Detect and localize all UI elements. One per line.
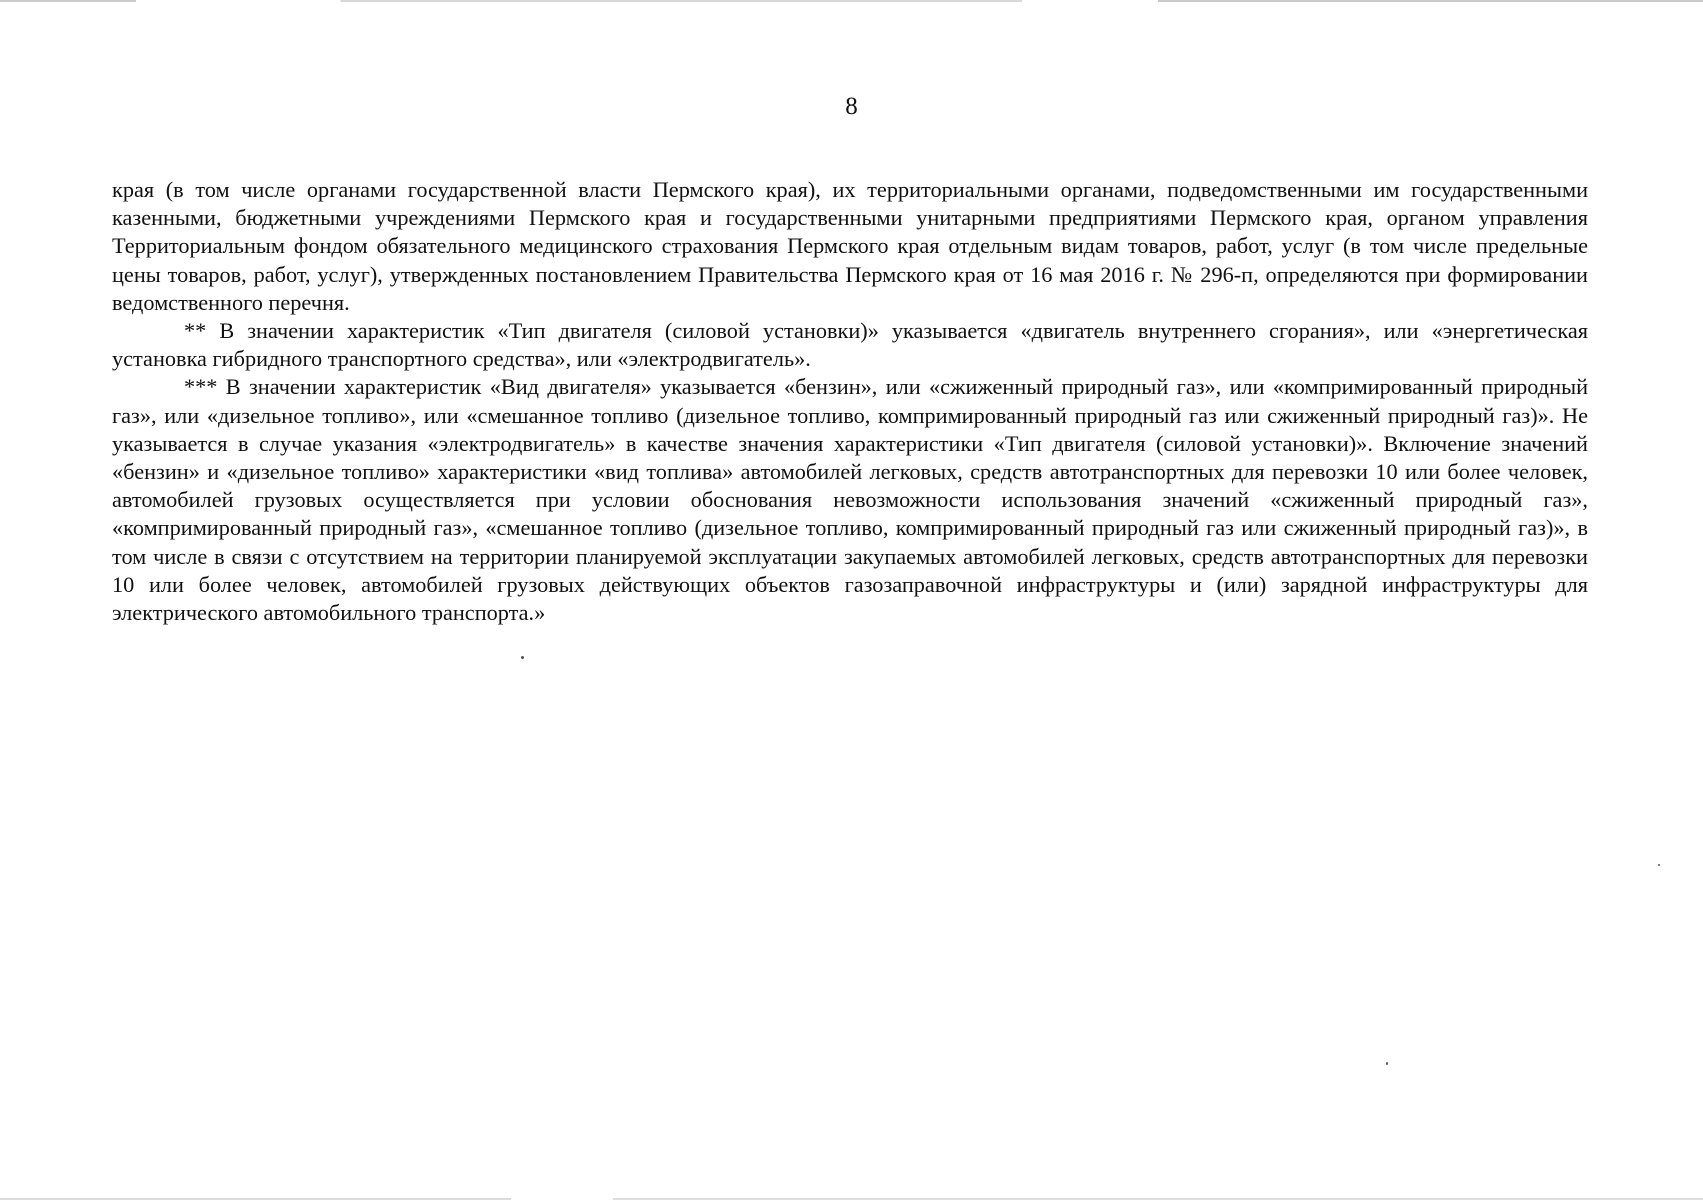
document-body [112, 176, 1588, 627]
scan-speck [1658, 864, 1660, 866]
footnote-double-asterisk: ** В значении характеристик «Тип двигателя (силовой установки)» указывается «двигатель внутреннего сгорания», или «энергетическая установка гибридного транспортного средства», или «электродвигатель». [112, 318, 1588, 372]
page-number: 8 [845, 93, 858, 120]
scan-edge-top [0, 0, 1703, 2]
footnote-triple-asterisk: *** В значении характеристик «Вид двигателя» указывается «бензин», или «сжиженный природный газ», или «компримированный природный газ», или «дизельное топливо», или «смешанное топливо (дизельное топливо, компримированный природный газ или сжиженный природный газ)». Не указывается в случае указания «электродвигатель» в качестве значения характеристики «Тип двигателя (силовой установки)». Включение значений «бензин» и «дизельное топливо» характеристики «вид топлива» автомобилей легковых, средств автотранспортных для перевозки 10 или более человек, автомобилей грузовых осуществляется при условии обоснования невозможности использования значений «сжиженный природный газ», «компримированный природный газ», «смешанное топливо (дизельное топливо, компримированный природный газ или сжиженный природный газ)», в том числе в связи с отсутствием на территории планируемой эксплуатации закупаемых автомобилей легковых, средств автотранспортных для перевозки 10 или более человек, автомобилей грузовых действующих объектов газозаправочной инфраструктуры и (или) зарядной инфраструктуры для электрического автомобильного транспорта.» [112, 374, 1588, 626]
scan-speck [1386, 1062, 1388, 1065]
scan-speck [521, 656, 524, 659]
paragraph-continuation: края (в том числе органами государственной власти Пермского края), их территориальными органами, подведомственными им государственными казенными, бюджетными учреждениями Пермского края и государственными унитарными предприятиями Пермского края, органом управления Территориальным фондом обязательного медицинского страхования Пермского края отдельным видам товаров, работ, услуг (в том числе предельные цены товаров, работ, услуг), утвержденных постановлением Правительства Пермского края от 16 мая 2016 г. № 296-п, определяются при формировании ведомственного перечня. [112, 177, 1588, 315]
